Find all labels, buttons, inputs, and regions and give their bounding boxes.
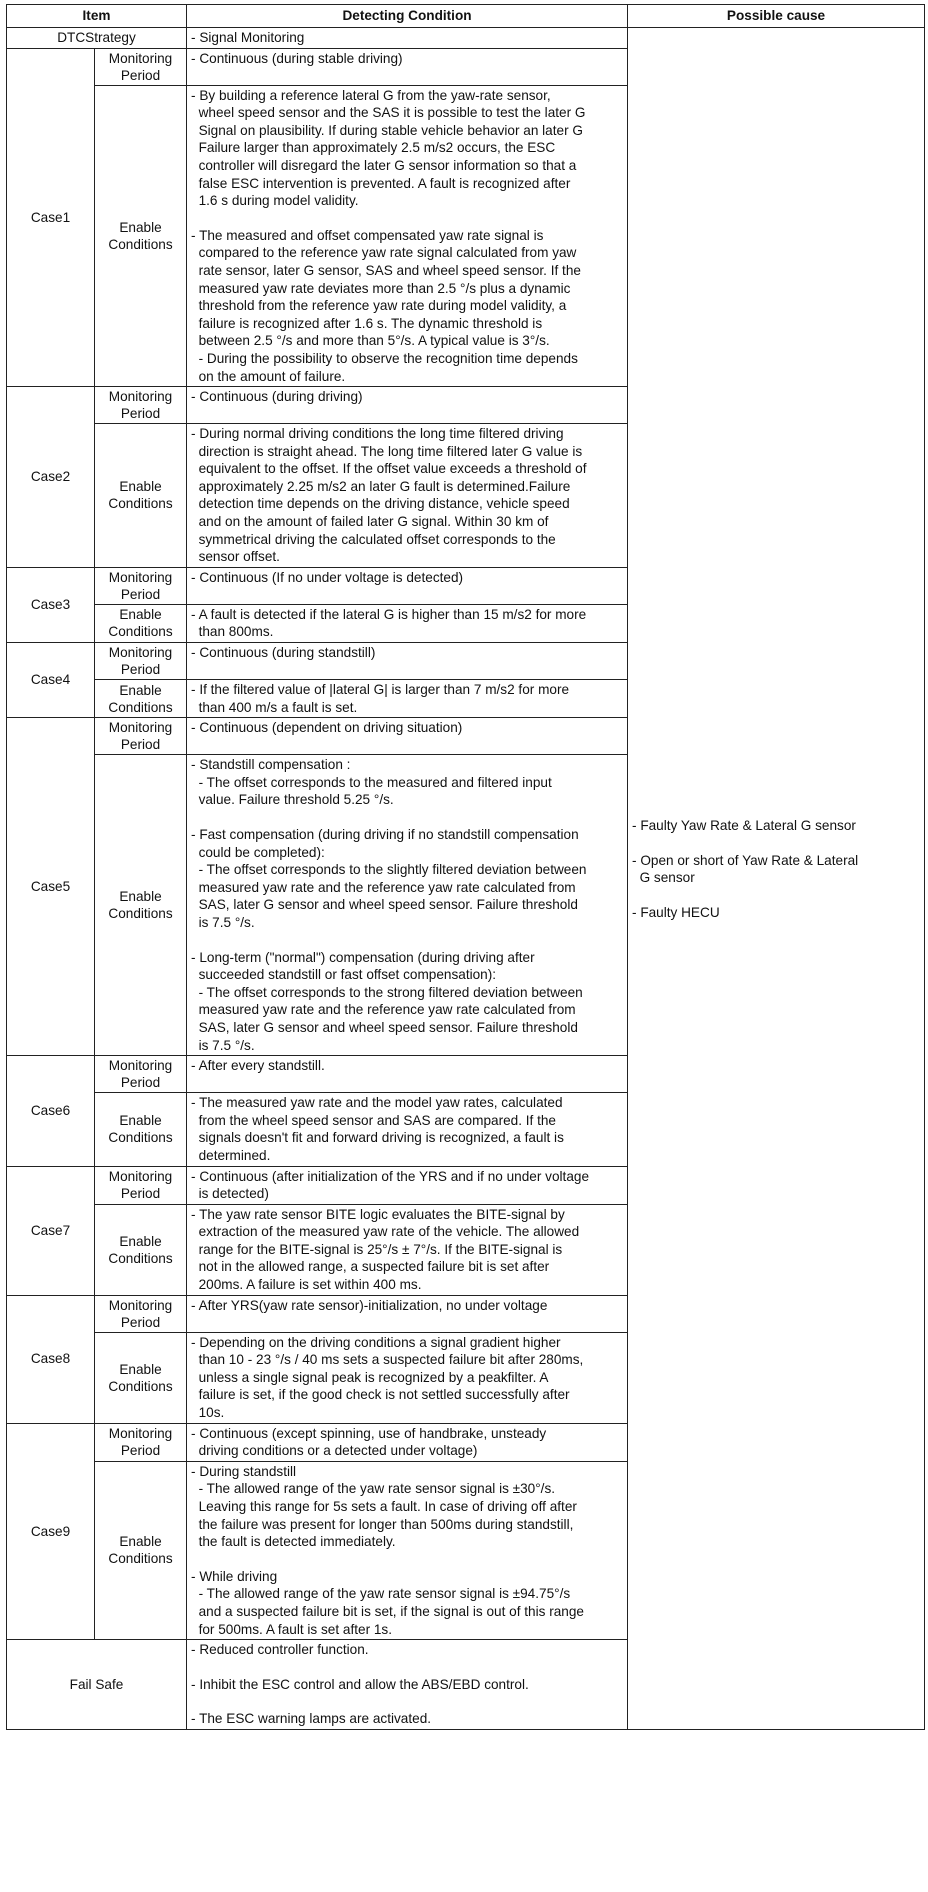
case-label: Case8: [7, 1295, 95, 1423]
enable-conditions-label-text: Enable Conditions: [108, 1233, 173, 1266]
condition-text: - After every standstill.: [191, 1058, 325, 1074]
condition-text: - During normal driving conditions the long time filtered driving direction is straight ahead. The long time filtered later G value is equivalent to the offset. If the offset value exceeds a threshold of approximately 2.25 m/s2 an later G fault is determined.Failure detection time depends on the driving distance, vehicle speed and on the amount of failed later G signal. Within 30 km of symmetrical driving the calculated offset corresponds to the sensor offset.: [191, 426, 587, 565]
monitoring-period-label: [95, 48, 187, 85]
enable-conditions-value: [187, 1332, 628, 1423]
condition-text: - During standstill - The allowed range of the yaw rate sensor signal is ±30°/s. Leaving this range for 5s sets a fault. In case of driving off after the failure was present for longer than 500ms during standstill, the fault is detected immediately.: [191, 1463, 577, 1550]
spacer: [191, 210, 623, 227]
condition-text: - Standstill compensation : - The offset corresponds to the measured and filtered input value. Failure threshold 5.25 °/s.: [191, 757, 552, 808]
dtc-table: [6, 4, 925, 1730]
monitoring-period-label-text: Monitoring Period: [108, 50, 173, 83]
enable-conditions-label: [95, 1093, 187, 1166]
monitoring-period-label: [95, 1056, 187, 1093]
cause-item: - Open or short of Yaw Rate & Lateral G sensor: [632, 852, 859, 886]
fail-safe-value: [187, 1640, 628, 1730]
monitoring-period-value: [187, 567, 628, 604]
monitoring-period-label-text: Monitoring Period: [108, 1169, 173, 1202]
enable-conditions-label-text: Enable Conditions: [108, 607, 173, 640]
strategy-value: - Signal Monitoring: [187, 28, 628, 49]
monitoring-period-label: [95, 387, 187, 424]
case-label: Case9: [7, 1423, 95, 1640]
monitoring-period-value: [187, 1295, 628, 1332]
condition-text: - Continuous (during stable driving): [191, 50, 403, 66]
condition-text: - Depending on the driving conditions a signal gradient higher than 10 - 23 °/s / 40 ms sets a suspected failure bit after 280ms, unless a single signal peak is recognized by a peakfilter. A failure is set, if the good check is not settled successfully after 10s.: [191, 1334, 584, 1421]
enable-conditions-label: [95, 604, 187, 642]
spacer: [191, 1659, 623, 1676]
fail-safe-label: Fail Safe: [7, 1640, 187, 1730]
case-label: Case6: [7, 1056, 95, 1166]
case-label: Case2: [7, 387, 95, 568]
monitoring-period-label: [95, 1423, 187, 1461]
condition-text: - Long-term ("normal") compensation (during driving after succeeded standstill or fast offset compensation): - The offset corresponds to the strong filtered deviation between measured yaw rate and the reference yaw rate calculated from SAS, later G sensor and wheel speed sensor. Failure threshold is 7.5 °/s.: [191, 949, 583, 1053]
possible-cause-cell: [628, 28, 925, 1730]
condition-text: - Reduced controller function.: [191, 1642, 369, 1658]
monitoring-period-value: [187, 1056, 628, 1093]
enable-conditions-label: [95, 424, 187, 568]
enable-conditions-value: [187, 755, 628, 1056]
enable-conditions-label: [95, 1204, 187, 1295]
condition-text: - Continuous (dependent on driving situation): [191, 720, 463, 736]
monitoring-period-label: [95, 1166, 187, 1204]
enable-conditions-value: [187, 1461, 628, 1639]
enable-conditions-value: [187, 85, 628, 387]
enable-conditions-value: [187, 1093, 628, 1166]
condition-text: - The measured yaw rate and the model yaw rates, calculated from the wheel speed sensor and SAS are compared. If the signals doesn't fit and forward driving is recognized, a fault is determined.: [191, 1095, 564, 1163]
monitoring-period-value: [187, 1166, 628, 1204]
enable-conditions-label-text: Enable Conditions: [108, 219, 173, 252]
strategy-row: [7, 28, 925, 49]
cause-item: - Faulty HECU: [632, 905, 720, 921]
condition-text: - After YRS(yaw rate sensor)-initialization, no under voltage: [191, 1297, 548, 1313]
enable-conditions-value: [187, 424, 628, 568]
enable-conditions-label: [95, 1332, 187, 1423]
monitoring-period-label: [95, 567, 187, 604]
monitoring-period-label-text: Monitoring Period: [108, 645, 173, 678]
condition-text: - Inhibit the ESC control and allow the ABS/EBD control.: [191, 1676, 529, 1692]
enable-conditions-value: [187, 680, 628, 718]
header-row: [7, 5, 925, 28]
case-label: Case1: [7, 48, 95, 387]
monitoring-period-label: [95, 643, 187, 680]
enable-conditions-label: [95, 680, 187, 718]
header-cause: Possible cause: [628, 5, 925, 28]
enable-conditions-value: [187, 1204, 628, 1295]
enable-conditions-label-text: Enable Conditions: [108, 889, 173, 922]
enable-conditions-label-text: Enable Conditions: [108, 682, 173, 715]
condition-text: - Continuous (except spinning, use of handbrake, unsteady driving conditions or a detected under voltage): [191, 1425, 547, 1459]
spacer: [191, 809, 623, 826]
monitoring-period-value: [187, 643, 628, 680]
monitoring-period-label-text: Monitoring Period: [108, 1058, 173, 1091]
enable-conditions-label: [95, 1461, 187, 1639]
diagnostic-table-container: [6, 4, 924, 1730]
condition-text: - If the filtered value of |lateral G| is larger than 7 m/s2 for more than 400 m/s a fault is set.: [191, 682, 570, 715]
case-label: Case7: [7, 1166, 95, 1295]
condition-text: - The measured and offset compensated yaw rate signal is compared to the reference yaw rate signal calculated from yaw rate sensor, later G sensor, SAS and wheel speed sensor. If the measured yaw rate deviates more than 2.5 °/s plus a dynamic threshold from the reference yaw rate during model validity, a failure is recognized after 1.6 s. The dynamic threshold is between 2.5 °/s and more than 5°/s. A typical value is 3°/s. - During the possibility to observe the recognition time depends on the amount of failure.: [191, 227, 581, 384]
monitoring-period-label-text: Monitoring Period: [108, 1297, 173, 1330]
monitoring-period-label-text: Monitoring Period: [108, 720, 173, 753]
monitoring-period-value: [187, 718, 628, 755]
enable-conditions-label-text: Enable Conditions: [108, 479, 173, 512]
condition-text: - Continuous (If no under voltage is detected): [191, 569, 464, 585]
enable-conditions-label-text: Enable Conditions: [108, 1113, 173, 1146]
enable-conditions-value: [187, 604, 628, 642]
enable-conditions-label-text: Enable Conditions: [108, 1534, 173, 1567]
monitoring-period-label-text: Monitoring Period: [108, 389, 173, 422]
condition-text: - By building a reference lateral G from the yaw-rate sensor, wheel speed sensor and the SAS it is possible to test the later G Signal on plausibility. If during stable vehicle behavior an later G Failure larger than approximately 2.5 m/s2 occurs, the ESC controller will disregard the later G sensor information so that a false ESC intervention is prevented. A fault is recognized after 1.6 s during model validity.: [191, 87, 586, 209]
monitoring-period-label-text: Monitoring Period: [108, 1426, 173, 1459]
header-item: Item: [7, 5, 187, 28]
case-label: Case5: [7, 718, 95, 1056]
condition-text: - Continuous (during standstill): [191, 645, 376, 661]
condition-text: - Continuous (after initialization of the YRS and if no under voltage is detected): [191, 1168, 589, 1202]
enable-conditions-label: [95, 755, 187, 1056]
condition-text: - Continuous (during driving): [191, 389, 363, 405]
condition-text: - While driving - The allowed range of the yaw rate sensor signal is ±94.75°/s and a suspected failure bit is set, if the signal is out of this range for 500ms. A fault is set after 1s.: [191, 1568, 584, 1637]
enable-conditions-label: [95, 85, 187, 387]
header-condition: Detecting Condition: [187, 5, 628, 28]
cause-item: - Faulty Yaw Rate & Lateral G sensor: [632, 818, 856, 834]
strategy-label: DTCStrategy: [7, 28, 187, 49]
condition-text: - A fault is detected if the lateral G is higher than 15 m/s2 for more than 800ms.: [191, 606, 587, 640]
condition-text: - The ESC warning lamps are activated.: [191, 1711, 432, 1727]
condition-text: - Fast compensation (during driving if no standstill compensation could be completed): - The offset corresponds to the slightly filtered deviation between measured yaw rate and the reference yaw rate calculated from SAS, later G sensor and wheel speed sensor. Failure threshold is 7.5 °/s.: [191, 827, 587, 930]
monitoring-period-value: [187, 387, 628, 424]
monitoring-period-value: [187, 1423, 628, 1461]
spacer: [191, 1693, 623, 1710]
spacer: [191, 1551, 623, 1568]
case-label: Case3: [7, 567, 95, 642]
condition-text: - The yaw rate sensor BITE logic evaluates the BITE-signal by extraction of the measured yaw rate of the vehicle. The allowed range for the BITE-signal is 25°/s ± 7°/s. If the BITE-signal is not in the allowed range, a suspected failure bit is set after 200ms. A failure is set within 400 ms.: [191, 1206, 580, 1293]
spacer: [191, 932, 623, 949]
enable-conditions-label-text: Enable Conditions: [108, 1361, 173, 1394]
monitoring-period-value: [187, 48, 628, 85]
monitoring-period-label: [95, 1295, 187, 1332]
monitoring-period-label-text: Monitoring Period: [108, 569, 173, 602]
monitoring-period-label: [95, 718, 187, 755]
case-label: Case4: [7, 643, 95, 718]
